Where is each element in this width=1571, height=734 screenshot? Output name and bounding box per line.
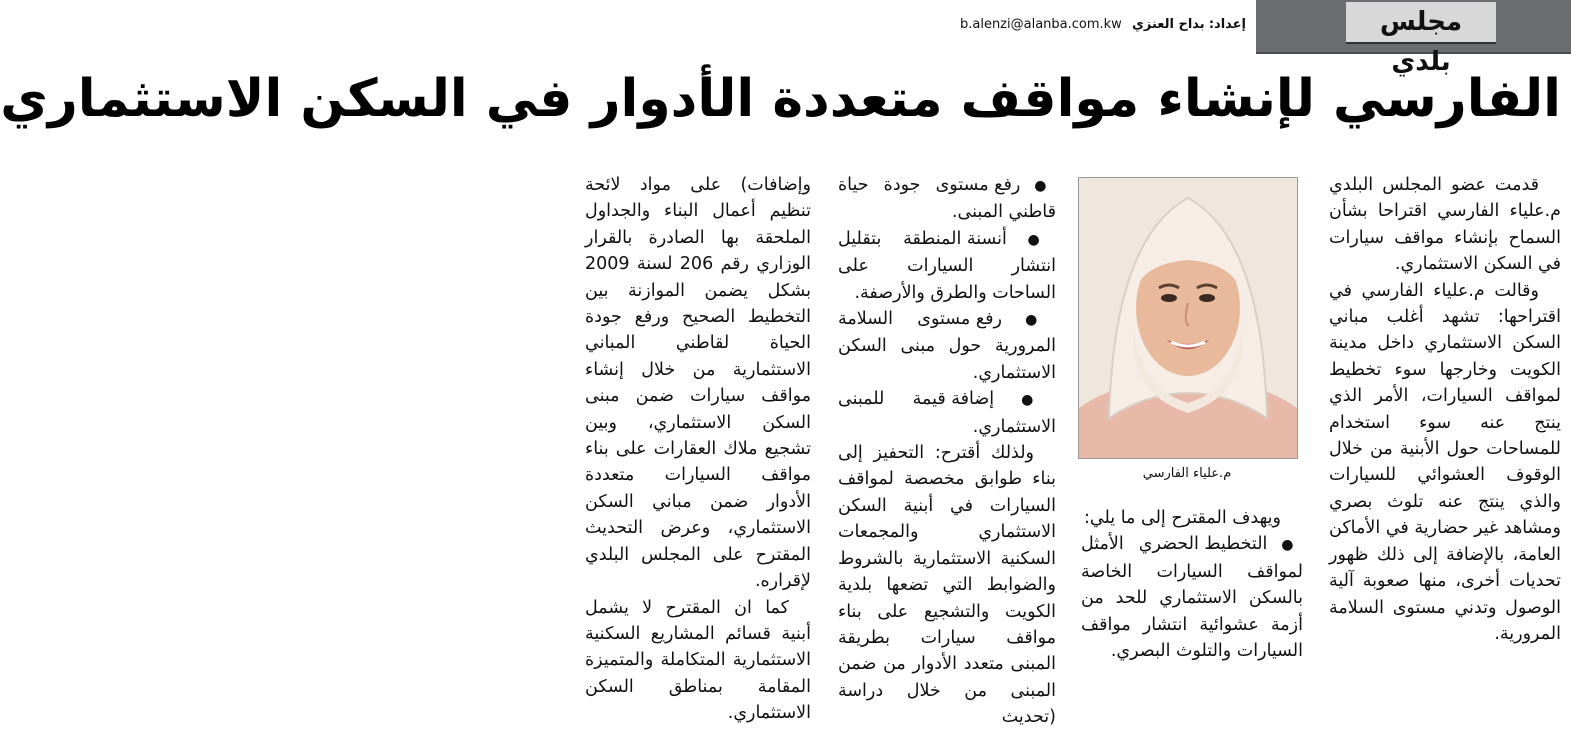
column-2	[1081, 505, 1303, 730]
column-3	[838, 172, 1056, 732]
paragraph: وإضافات) على مواد لائحة تنظيم أعمال البناء والجداول الملحقة بها الصادرة بالقرار الوزاري رقم 206 لسنة 2009 بشكل يضمن الموازنة بين التخطيط الصحيح ورفع جودة الحياة لقاطني المباني الاستثمارية من خلال إنشاء مواقف سيارات ضمن مبنى السكن الاستثماري، وبين تشجيع ملاك العقارات على بناء مواقف السيارات متعددة الأدوار ضمن مباني السكن الاستثماري، وعرض التحديث المقترح على المجلس البلدي لإقراره.	[585, 175, 811, 592]
column-1	[1329, 172, 1561, 732]
bullet-item: ● رفع مستوى السلامة المرورية حول مبنى السكن الاستثماري.	[838, 306, 1056, 386]
section-tag-band	[1256, 0, 1571, 77]
bullet-item: ● التخطيط الحضري الأمثل لمواقف السيارات الخاصة بالسكن الاستثماري للحد من أزمة عشوائية انتشار مواقف السيارات والتلوث البصري.	[1081, 531, 1303, 664]
portrait-photo	[1078, 177, 1298, 459]
paragraph: قدمت عضو المجلس البلدي م.علياء الفارسي اقتراحا بشأن السماح بإنشاء مواقف سيارات في السكن الاستثماري.	[1329, 175, 1561, 275]
paragraph: ويهدف المقترح إلى ما يلي:	[1084, 508, 1281, 528]
byline-email[interactable]: b.alenzi@alanba.com.kw	[959, 17, 1122, 32]
column-4	[585, 172, 811, 732]
section-label: مجلس بلدي	[1346, 2, 1496, 42]
bullet-item: ● إضافة قيمة للمبنى الاستثماري.	[838, 386, 1056, 440]
headline: الفارسي لإنشاء مواقف متعددة الأدوار في السكن الاستثماري	[0, 69, 1561, 129]
paragraph: ولذلك أقترح: التحفيز إلى بناء طوابق مخصصة لمواقف السيارات في أبنية السكن الاستثماري والمجمعات السكنية الاستثمارية بالشروط والضوابط التي تضعها بلدية الكويت والتشجيع على بناء مواقف سيارات بطريقة المبنى متعدد الأدوار من ضمن المبنى من خلال دراسة (تحديث	[838, 443, 1056, 728]
photo-caption: م.علياء الفارسي	[1142, 466, 1232, 481]
byline-author: بداح العنزي	[1131, 17, 1205, 32]
bullet-item: ● رفع مستوى جودة حياة قاطني المبنى.	[838, 172, 1056, 226]
paragraph: كما ان المقترح لا يشمل أبنية قسائم المشاريع السكنية الاستثمارية المتكاملة والمتميزة المقامة بمناطق السكن الاستثماري.	[585, 597, 811, 724]
byline	[959, 16, 1246, 34]
bullet-item: ● أنسنة المنطقة بتقليل انتشار السيارات على الساحات والطرق والأرصفة.	[838, 226, 1056, 306]
portrait-illustration	[1079, 178, 1297, 458]
byline-prefix: إعداد:	[1208, 17, 1246, 32]
paragraph: وقالت م.علياء الفارسي في اقتراحها: تشهد أغلب مباني السكن الاستثماري داخل مدينة الكويت وخارجها سوء تخطيط لمواقف السيارات، الأمر الذي ينتج عنه سوء استخدام للمساحات حول الأبنية من خلال الوقوف العشوائي للسيارات والذي ينتج عنه تلوث بصري ومشاهد غير حضارية في الأماكن العامة، بالإضافة إلى ذلك ظهور تحديات أخرى، منها صعوبة آلية الوصول وتدني مستوى السلامة المرورية.	[1329, 280, 1561, 644]
